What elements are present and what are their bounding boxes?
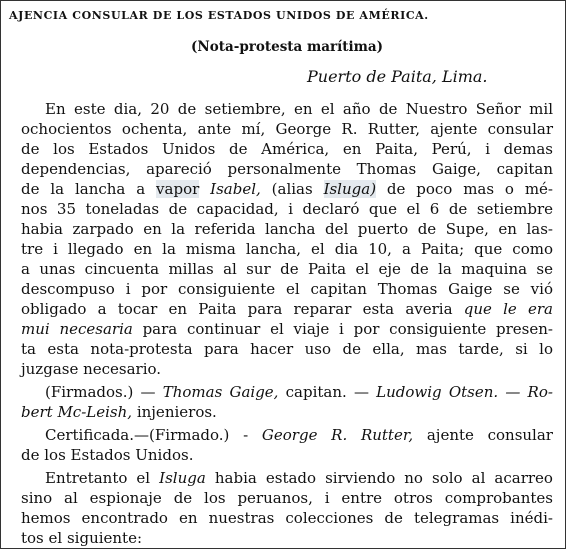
paragraph-line: tos el siguiente: — [21, 529, 143, 547]
text-span: para continuar el viaje i por consiguiente presen- — [142, 320, 553, 338]
paragraph-line — [21, 299, 553, 319]
paragraph-line: juzgase necesario. — [21, 360, 162, 378]
signer-name: bert Mc-Leish, — [21, 403, 133, 421]
text-span: habia estado sirviendo no solo al acarreo — [214, 469, 553, 487]
paragraph-line: habia zarpado en la referida lancha del puerto de Supe, en las- — [21, 220, 553, 238]
text-span: obligado a tocar en Paita para reparar esta averia — [21, 300, 453, 318]
italic-phrase: que le era — [463, 300, 553, 318]
paragraph-line: En este dia, 20 de setiembre, en el año de Nuestro Señor mil — [45, 100, 553, 118]
paragraph-line: hemos encontrado en nuestras colecciones de telegramas inédi- — [21, 509, 553, 527]
text-span: Certificada.—(Firmado.) - — [45, 426, 249, 444]
signer-name: Ludowig Otsen. — Ro- — [376, 383, 553, 401]
paragraph-line — [21, 179, 553, 199]
italic-phrase: mui necesaria — [21, 320, 133, 338]
paragraph-line: ta esta nota-protesta para hacer uso de ella, mas tarde, si lo — [21, 340, 553, 358]
paragraph-line: de los Estados Unidos de América, en Paita, Perú, i demas — [21, 140, 553, 158]
text-span: de la lancha a — [21, 180, 146, 198]
signature-line — [21, 402, 553, 422]
paragraph-line: descompuso i por consiguiente el capitan Thomas Gaige se vió — [21, 280, 553, 298]
paragraph-line: a unas cincuenta millas al sur de Paita el eje de la maquina se — [21, 260, 553, 278]
text-span: (Firmados.) — — [45, 383, 156, 401]
highlighted-word: vapor — [156, 180, 200, 198]
paragraph-line: ochocientos ochenta, ante mí, George R. Rutter, ajente consular — [21, 120, 553, 138]
signer-name: George R. Rutter, — [261, 426, 414, 444]
text-span: injenieros. — [136, 403, 217, 421]
place-line: Puerto de Paita, Lima. — [307, 67, 488, 86]
text-span: (alias — [271, 180, 313, 198]
certification-line — [45, 425, 553, 445]
paragraph-line: dependencias, apareció personalmente Thomas Gaige, capitan — [21, 160, 553, 178]
paragraph-line — [21, 319, 553, 339]
ship-alias: Isluga) — [323, 180, 377, 198]
document-header: AJENCIA CONSULAR DE LOS ESTADOS UNIDOS DE AMÉRICA. — [9, 9, 429, 22]
signer-name: Thomas Gaige, — [162, 383, 279, 401]
text-span: de poco mas o mé- — [386, 180, 553, 198]
paragraph-line — [45, 468, 553, 488]
signature-line — [45, 382, 553, 402]
text-span: capitan. — — [285, 383, 369, 401]
document-subtitle: (Nota-protesta marítima) — [191, 39, 384, 55]
ship-name: Isabel, — [210, 180, 261, 198]
paragraph-line: sino al espionaje de los peruanos, i entre otros comprobantes — [21, 489, 553, 507]
text-span: ajente consular — [426, 426, 553, 444]
ship-name: Isluga — [159, 469, 206, 487]
text-span: Entretanto el — [45, 469, 151, 487]
paragraph-line: tre i llegado en la misma lancha, el dia 10, a Paita; que como — [21, 240, 553, 258]
certification-line: de los Estados Unidos. — [21, 446, 194, 464]
paragraph-line: nos 35 toneladas de capacidad, i declaró que el 6 de setiembre — [21, 200, 553, 218]
